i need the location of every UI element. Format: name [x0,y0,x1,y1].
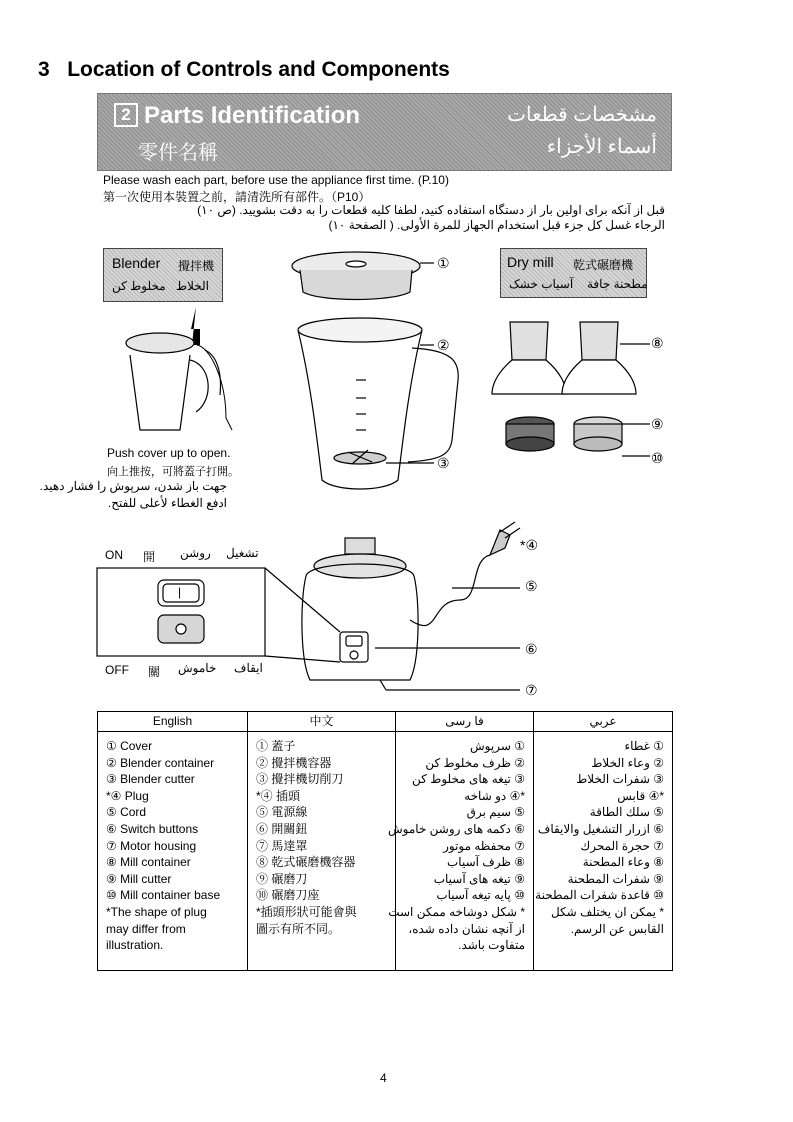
table-item-zh: ⑥ 開關鈕 [256,821,308,836]
blender-label-en: Blender [112,255,161,271]
banner-badge: 2 [114,103,138,127]
table-item-en: ⑥ Switch buttons [106,821,199,836]
table-item-ar: *④ قابس [617,788,664,803]
push-cover-en: Push cover up to open. [107,446,231,460]
banner-title-zh: 零件名稱 [138,142,218,164]
table-item-ar: القابس عن الرسم. [570,921,664,936]
mill-container-drawing [492,322,650,394]
table-item-zh: *④ 插頭 [256,788,301,803]
callout-2: ② [437,337,450,353]
blender-label-zh: 攪拌機 [178,259,215,273]
table-item-en: ⑤ Cord [106,805,147,820]
table-item-fa: ① سرپوش [470,739,525,753]
on-label-zh: 開 [143,550,156,564]
on-label-fa: روشن [180,546,211,560]
blender-container-drawing [298,318,458,489]
callout-5: ⑤ [525,578,538,594]
intro-en: Please wash each part, before use the appliance first time. (P.10) [103,173,449,187]
callout-8: ⑧ [651,335,664,351]
intro-fa: قبل از آنکه برای اولین بار از دستگاه استفاده کنید، لطفا کلیه قطعات را به دقت بشویید. (ص ۱۰) [197,203,665,217]
intro-zh: 第一次使用本裝置之前，請清洗所有部件。（P10） [103,190,371,204]
table-list-zh [248,732,395,937]
off-label-en: OFF [105,663,129,677]
banner-title-fa: مشخصات قطعات [507,104,657,126]
table-item-fa: ⑤ سیم برق [466,805,525,820]
table-column-zh [248,712,396,970]
table-item-en: ⑨ Mill cutter [106,871,172,886]
callout-6: ⑥ [525,641,538,657]
callout-10: ⑩ [651,450,664,466]
section-number: 3 [38,58,50,81]
page-number: 4 [380,1071,387,1085]
table-item-en: illustration. [106,938,164,953]
table-item-zh: ⑨ 碾磨刀 [256,871,308,886]
table-item-en: ⑩ Mill container base [106,888,221,903]
table-item-ar: ③ شفرات الخلاط [576,772,664,787]
table-item-en: may differ from [106,921,186,936]
table-item-en: *④ Plug [106,788,149,803]
table-header-en: English [98,712,247,732]
table-header-fa: فا رسی [396,712,533,732]
push-cover-ar: ادفع الغطاء لأعلى للفتح. [107,496,227,510]
push-cover-zh: 向上推按，可將蓋子打開。 [107,466,239,478]
cover-drawing [292,252,434,300]
table-item-zh: ② 攪拌機容器 [256,755,332,770]
table-item-ar: ⑥ ازرار التشغيل والايقاف [537,821,664,836]
blender-label-fa: مخلوط کن [112,279,166,293]
off-label-ar: ايقاف [234,661,263,675]
table-item-fa: ⑨ تیغه های آسیاب [433,871,525,886]
callout-7: ⑦ [525,682,538,698]
table-item-ar: ⑨ شفرات المطحنة [567,871,664,886]
parts-table [97,711,673,971]
table-item-fa: ⑩ پایه تیغه آسیاب [436,888,525,903]
drymill-label-en: Dry mill [507,254,554,270]
table-item-en: *The shape of plug [106,904,207,919]
table-item-ar: ① غطاء [624,739,664,753]
banner-title-en-text: Parts Identification [144,102,361,129]
callout-3: ③ [437,455,450,471]
table-list-ar [534,732,672,937]
table-list-en [98,732,247,954]
table-item-en: ⑧ Mill container [106,855,191,870]
banner-title-ar: أسماء الأجزاء [546,136,657,158]
table-item-fa: از آنچه نشان داده شده، [408,921,525,936]
table-header-zh: 中文 [248,712,395,732]
table-item-fa: ⑥ دکمه های روشن خاموش [387,821,525,836]
table-item-ar: ⑩ قاعدة شفرات المطحنة [535,888,664,903]
table-item-fa: ⑧ ظرف آسیاب [447,855,525,870]
table-item-zh: 圖示有所不同。 [256,921,341,936]
off-label-fa: خاموش [178,661,217,675]
blender-label-ar: الخلاط [176,279,209,293]
table-item-zh: ⑩ 碾磨刀座 [256,888,320,903]
table-item-en: ② Blender container [106,755,215,770]
section-title: Location of Controls and Components [67,58,450,81]
table-column-fa [387,712,534,970]
table-item-en: ① Cover [106,739,153,753]
drymill-label-fa: آسیاب خشک [509,277,574,291]
table-item-ar: ⑧ وعاء المطحنة [582,855,664,870]
on-label-ar: تشغيل [226,546,259,560]
table-item-en: ③ Blender cutter [106,772,195,787]
table-item-fa: ③ تیغه های مخلوط کن [412,772,525,787]
drymill-label-ar: مطحنة جافة [587,277,648,291]
table-item-fa: ⑦ محفظه موتور [443,838,525,853]
table-item-ar: * يمكن ان يختلف شكل [550,904,664,919]
on-label-en: ON [105,548,123,562]
table-item-zh: ③ 攪拌機切削刀 [256,772,344,787]
motor-base-drawing [302,522,520,690]
table-column-ar [534,712,672,970]
push-cover-fa: جهت باز شدن، سرپوش را فشار دهید. [39,479,227,493]
table-item-zh: *插頭形狀可能會與 [256,904,357,919]
table-item-zh: ① 蓋子 [256,739,296,753]
blender-cutter-drawing [334,450,434,464]
table-item-zh: ⑧ 乾式碾磨機容器 [256,855,356,870]
table-item-fa: * شکل دوشاخه ممکن است [388,904,525,919]
off-label-zh: 關 [148,665,161,679]
table-item-fa: متفاوت باشد. [458,938,525,953]
callout-1: ① [437,255,450,271]
on-button-symbol: | [178,585,182,599]
table-item-ar: ② وعاء الخلاط [591,755,664,770]
callout-9: ⑨ [651,416,664,432]
table-item-fa: ② ظرف مخلوط کن [425,755,525,770]
callout-4: *④ [520,537,538,553]
table-list-fa [387,732,533,954]
table-item-fa: *④ دو شاخه [464,788,525,803]
small-blender-drawing [126,307,232,430]
table-item-ar: ⑤ سلك الطاقة [589,805,664,820]
table-item-zh: ⑦ 馬達罩 [256,838,308,853]
table-item-zh: ⑤ 電源線 [256,805,308,820]
table-header-ar: عربي [534,712,672,732]
table-column-en [98,712,248,970]
drymill-label-zh: 乾式碾磨機 [573,258,634,272]
mill-cutter-drawing [506,417,650,456]
table-item-en: ⑦ Motor housing [106,838,197,853]
table-item-ar: ⑦ حجرة المحرك [580,838,664,853]
intro-ar: الرجاء غسل كل جزء قبل استخدام الجهاز للمرة الأولى. ( الصفحة ۱۰) [328,218,665,232]
